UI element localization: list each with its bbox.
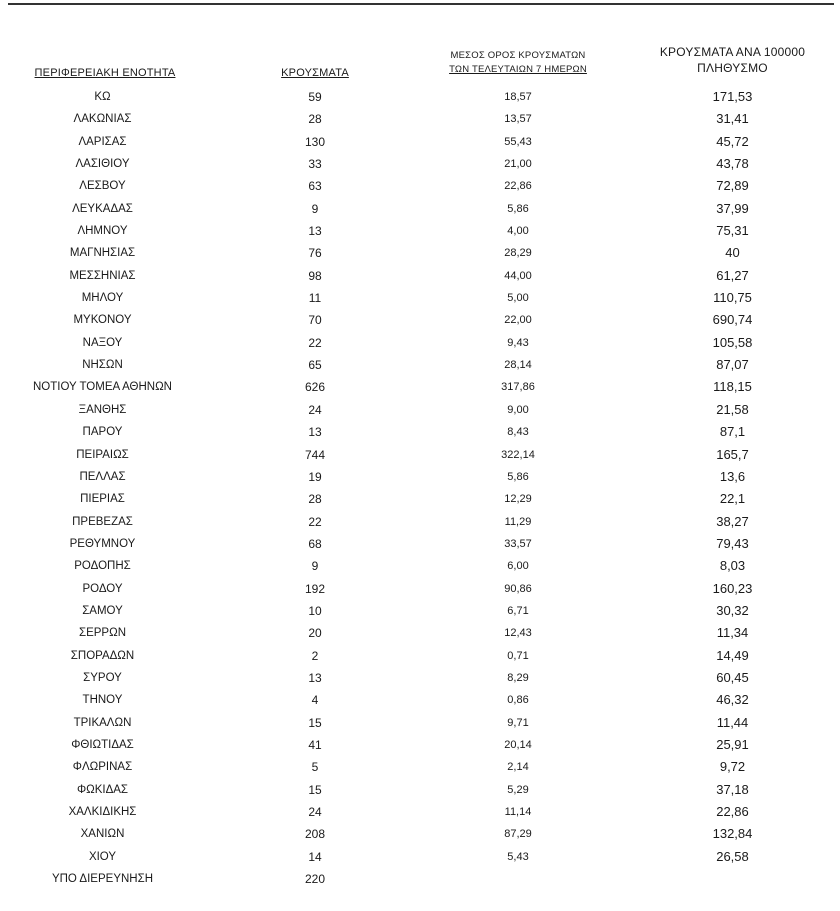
table-row bbox=[0, 846, 840, 868]
cell-avg-7days: 12,29 bbox=[504, 493, 532, 506]
cell-region: ΧΑΛΚΙΔΙΚΗΣ bbox=[68, 806, 137, 818]
cell-per-100k: 79,43 bbox=[716, 535, 749, 551]
cell-region: ΛΑΣΙΘΙΟΥ bbox=[75, 158, 130, 171]
cell-per-100k: 132,84 bbox=[712, 826, 753, 842]
cell-avg-7days: 20,14 bbox=[504, 738, 532, 751]
cell-avg-7days: 0,71 bbox=[507, 649, 529, 662]
cell-per-100k: 30,32 bbox=[716, 602, 749, 618]
cell-region: ΦΩΚΙΔΑΣ bbox=[76, 783, 129, 796]
cell-region: ΛΗΜΝΟΥ bbox=[77, 225, 128, 238]
cell-region: ΝΟΤΙΟΥ ΤΟΜΕΑ ΑΘΗΝΩΝ bbox=[33, 381, 172, 394]
cell-cases: 63 bbox=[308, 179, 322, 194]
cell-per-100k: 171,53 bbox=[712, 89, 753, 104]
cell-region: ΧΙΟΥ bbox=[88, 850, 117, 863]
cell-cases: 13 bbox=[308, 425, 322, 440]
cell-cases: 744 bbox=[304, 447, 326, 462]
table-row bbox=[0, 466, 840, 488]
table-row bbox=[0, 444, 840, 466]
cell-region: ΞΑΝΘΗΣ bbox=[78, 403, 127, 416]
header-per-line2: ΠΛΗΘΥΣΜΟ bbox=[697, 61, 768, 75]
cell-cases: 24 bbox=[308, 805, 322, 819]
table-row bbox=[0, 175, 840, 197]
cell-cases: 24 bbox=[308, 402, 322, 417]
cell-per-100k: 31,41 bbox=[716, 111, 749, 127]
cell-avg-7days: 28,14 bbox=[504, 359, 532, 372]
cell-region: ΜΥΚΟΝΟΥ bbox=[73, 314, 132, 327]
cell-avg-7days: 12,43 bbox=[504, 627, 532, 640]
cell-region: ΦΘΙΩΤΙΔΑΣ bbox=[71, 738, 134, 751]
cell-region: ΣΥΡΟΥ bbox=[83, 671, 122, 684]
cell-per-100k: 40 bbox=[725, 245, 740, 261]
cell-cases: 4 bbox=[311, 693, 319, 708]
cell-avg-7days: 2,14 bbox=[507, 761, 529, 774]
header-region: ΠΕΡΙΦΕΡΕΙΑΚΗ ΕΝΟΤΗΤΑ bbox=[34, 67, 176, 79]
cell-cases: 15 bbox=[308, 715, 322, 730]
cell-avg-7days: 44,00 bbox=[504, 269, 532, 282]
cell-region: ΤΗΝΟΥ bbox=[82, 694, 123, 707]
cell-per-100k: 110,75 bbox=[713, 290, 752, 306]
table-row bbox=[0, 622, 840, 644]
table-row bbox=[0, 488, 840, 510]
top-rule bbox=[8, 3, 834, 5]
table-row bbox=[0, 600, 840, 622]
cell-per-100k: 9,72 bbox=[719, 759, 746, 775]
cell-region: ΠΕΛΛΑΣ bbox=[79, 470, 126, 483]
cell-region: ΠΕΙΡΑΙΩΣ bbox=[76, 448, 129, 461]
table-row bbox=[0, 265, 840, 287]
table-row bbox=[0, 667, 840, 689]
cell-region: ΣΠΟΡΑΔΩΝ bbox=[70, 649, 135, 662]
cell-cases: 28 bbox=[308, 112, 322, 127]
cell-cases: 28 bbox=[308, 492, 322, 507]
cell-avg-7days: 87,29 bbox=[504, 828, 532, 841]
cell-cases: 2 bbox=[311, 648, 319, 663]
cell-cases: 626 bbox=[304, 380, 326, 395]
cell-per-100k: 13,6 bbox=[719, 468, 746, 484]
cell-avg-7days: 22,86 bbox=[504, 180, 532, 193]
table-row bbox=[0, 712, 840, 734]
header-cases: ΚΡΟΥΣΜΑΤΑ bbox=[281, 67, 349, 79]
cell-region: ΜΗΛΟΥ bbox=[81, 292, 124, 305]
cell-region: ΡΕΘΥΜΝΟΥ bbox=[69, 537, 136, 550]
cell-avg-7days: 322,14 bbox=[501, 448, 535, 461]
cell-avg-7days: 5,29 bbox=[507, 783, 529, 796]
cell-region: ΥΠΟ ΔΙΕΡΕΥΝΗΣΗ bbox=[51, 873, 154, 886]
cell-avg-7days: 11,14 bbox=[504, 806, 532, 818]
cell-region: ΠΑΡΟΥ bbox=[82, 426, 123, 439]
header-per-100k bbox=[630, 44, 835, 76]
cell-avg-7days: 5,43 bbox=[507, 850, 529, 863]
cell-cases: 9 bbox=[311, 559, 319, 574]
cell-cases: 98 bbox=[308, 268, 322, 283]
cell-avg-7days: 9,71 bbox=[507, 716, 529, 729]
cell-cases: 41 bbox=[308, 737, 322, 752]
table-row bbox=[0, 287, 840, 309]
cell-per-100k: 21,58 bbox=[716, 401, 749, 417]
cell-cases: 13 bbox=[308, 670, 322, 685]
cell-region: ΝΗΣΩΝ bbox=[82, 359, 123, 372]
table-row bbox=[0, 689, 840, 711]
cell-cases: 33 bbox=[308, 157, 322, 172]
cell-cases: 11 bbox=[308, 291, 322, 306]
table-row bbox=[0, 779, 840, 801]
table-row bbox=[0, 645, 840, 667]
cell-avg-7days: 13,57 bbox=[504, 113, 532, 126]
table-row bbox=[0, 399, 840, 421]
table-row bbox=[0, 868, 840, 890]
cell-per-100k: 46,32 bbox=[716, 692, 749, 708]
cell-cases: 9 bbox=[311, 201, 319, 216]
header-avg-7days bbox=[418, 49, 618, 77]
cell-avg-7days: 28,29 bbox=[504, 247, 532, 260]
cell-avg-7days: 317,86 bbox=[501, 381, 535, 394]
cell-avg-7days: 11,29 bbox=[504, 515, 532, 528]
cell-avg-7days: 21,00 bbox=[504, 158, 532, 171]
cell-region: ΡΟΔΟΥ bbox=[82, 582, 123, 595]
table-row bbox=[0, 242, 840, 264]
cell-per-100k: 160,23 bbox=[712, 580, 753, 596]
table-row bbox=[0, 756, 840, 778]
header-avg-line1: ΜΕΣΟΣ ΟΡΟΣ ΚΡΟΥΣΜΑΤΩΝ bbox=[450, 50, 586, 61]
cell-per-100k: 87,07 bbox=[716, 357, 749, 373]
cell-cases: 220 bbox=[304, 872, 326, 887]
table-row bbox=[0, 153, 840, 175]
table-row bbox=[0, 421, 840, 443]
cell-per-100k: 14,49 bbox=[716, 647, 749, 663]
cell-avg-7days: 9,43 bbox=[507, 336, 529, 349]
table-row bbox=[0, 734, 840, 756]
table-row bbox=[0, 86, 840, 108]
table-row bbox=[0, 376, 840, 398]
cell-per-100k: 26,58 bbox=[716, 848, 749, 864]
cell-cases: 130 bbox=[304, 134, 326, 149]
table-row bbox=[0, 823, 840, 845]
cell-region: ΚΩ bbox=[94, 91, 111, 103]
cell-region: ΧΑΝΙΩΝ bbox=[80, 828, 125, 841]
cell-per-100k: 60,45 bbox=[716, 669, 749, 685]
cell-region: ΣΕΡΡΩΝ bbox=[78, 627, 127, 640]
cell-avg-7days: 6,71 bbox=[507, 604, 529, 617]
cell-region: ΤΡΙΚΑΛΩΝ bbox=[73, 716, 132, 729]
cell-cases: 19 bbox=[308, 469, 322, 484]
table-row bbox=[0, 555, 840, 577]
cell-avg-7days: 8,43 bbox=[507, 426, 529, 439]
cell-avg-7days: 9,00 bbox=[507, 403, 529, 416]
cell-region: ΜΕΣΣΗΝΙΑΣ bbox=[69, 269, 136, 282]
cell-per-100k: 105,58 bbox=[712, 334, 753, 350]
table-row bbox=[0, 108, 840, 130]
cell-region: ΡΟΔΟΠΗΣ bbox=[74, 560, 131, 573]
cell-per-100k: 72,89 bbox=[716, 178, 749, 194]
cell-cases: 192 bbox=[304, 581, 326, 596]
cell-region: ΛΕΥΚΑΔΑΣ bbox=[72, 202, 133, 215]
cell-cases: 15 bbox=[308, 782, 322, 797]
cell-per-100k: 118,15 bbox=[713, 379, 752, 395]
table-row bbox=[0, 511, 840, 533]
table-row bbox=[0, 332, 840, 354]
cell-per-100k: 165,7 bbox=[716, 446, 749, 462]
cell-region: ΠΡΕΒΕΖΑΣ bbox=[72, 515, 133, 528]
cell-avg-7days: 8,29 bbox=[507, 671, 529, 684]
cell-avg-7days: 5,86 bbox=[507, 202, 529, 215]
cell-per-100k: 37,99 bbox=[716, 200, 749, 216]
cell-region: ΦΛΩΡΙΝΑΣ bbox=[72, 761, 133, 774]
cell-cases: 70 bbox=[308, 313, 322, 328]
cell-avg-7days: 0,86 bbox=[507, 694, 529, 707]
cell-per-100k: 22,86 bbox=[716, 804, 749, 819]
cell-per-100k: 25,91 bbox=[716, 736, 749, 752]
cell-per-100k: 45,72 bbox=[716, 133, 749, 149]
table-row bbox=[0, 198, 840, 220]
cell-avg-7days: 5,86 bbox=[507, 470, 529, 483]
cell-cases: 208 bbox=[304, 827, 326, 842]
cell-avg-7days: 33,57 bbox=[504, 537, 532, 550]
cell-per-100k: 87,1 bbox=[719, 424, 746, 440]
cell-per-100k: 37,18 bbox=[716, 781, 749, 797]
cell-avg-7days: 6,00 bbox=[507, 560, 529, 573]
cell-per-100k: 38,27 bbox=[716, 513, 749, 529]
cell-avg-7days: 90,86 bbox=[504, 582, 532, 595]
cell-per-100k: 11,44 bbox=[716, 714, 749, 730]
cell-cases: 22 bbox=[308, 514, 322, 529]
cell-region: ΠΙΕΡΙΑΣ bbox=[80, 493, 125, 506]
table-row bbox=[0, 801, 840, 823]
table-row bbox=[0, 220, 840, 242]
cell-avg-7days: 22,00 bbox=[504, 314, 532, 327]
cell-avg-7days: 55,43 bbox=[504, 135, 532, 148]
cell-cases: 5 bbox=[311, 760, 319, 775]
cell-cases: 68 bbox=[308, 536, 322, 551]
cell-per-100k: 61,27 bbox=[716, 267, 749, 283]
cell-region: ΛΕΣΒΟΥ bbox=[79, 180, 126, 193]
table-header bbox=[0, 36, 840, 84]
cell-per-100k: 75,31 bbox=[716, 223, 749, 239]
table-body bbox=[0, 86, 840, 890]
table-row bbox=[0, 131, 840, 153]
cell-cases: 14 bbox=[308, 849, 322, 864]
table-row bbox=[0, 533, 840, 555]
cell-per-100k: 43,78 bbox=[716, 156, 749, 172]
cell-region: ΣΑΜΟΥ bbox=[82, 604, 123, 617]
table-row bbox=[0, 354, 840, 376]
header-per-line1: ΚΡΟΥΣΜΑΤΑ ΑΝΑ 100000 bbox=[659, 45, 806, 59]
cell-per-100k: 690,74 bbox=[712, 312, 753, 328]
cell-avg-7days: 4,00 bbox=[507, 225, 529, 238]
cell-region: ΜΑΓΝΗΣΙΑΣ bbox=[69, 247, 136, 260]
cell-per-100k: 11,34 bbox=[716, 625, 749, 641]
table-row bbox=[0, 309, 840, 331]
cell-cases: 76 bbox=[308, 246, 322, 261]
cell-avg-7days: 5,00 bbox=[507, 292, 529, 305]
cell-per-100k: 22,1 bbox=[719, 491, 746, 507]
cell-cases: 20 bbox=[308, 626, 322, 641]
cell-region: ΛΑΡΙΣΑΣ bbox=[78, 135, 127, 148]
cell-cases: 65 bbox=[308, 358, 322, 373]
cell-region: ΛΑΚΩΝΙΑΣ bbox=[73, 113, 132, 126]
table-row bbox=[0, 578, 840, 600]
cell-cases: 59 bbox=[308, 90, 322, 104]
cell-cases: 22 bbox=[308, 335, 322, 350]
cell-region: ΝΑΞΟΥ bbox=[82, 336, 123, 349]
cell-per-100k: 8,03 bbox=[719, 558, 746, 574]
header-avg-line2: ΤΩΝ ΤΕΛΕΥΤΑΙΩΝ 7 ΗΜΕΡΩΝ bbox=[449, 64, 587, 75]
cell-cases: 13 bbox=[308, 224, 322, 239]
cell-avg-7days: 18,57 bbox=[504, 91, 532, 103]
cell-cases: 10 bbox=[308, 603, 322, 618]
